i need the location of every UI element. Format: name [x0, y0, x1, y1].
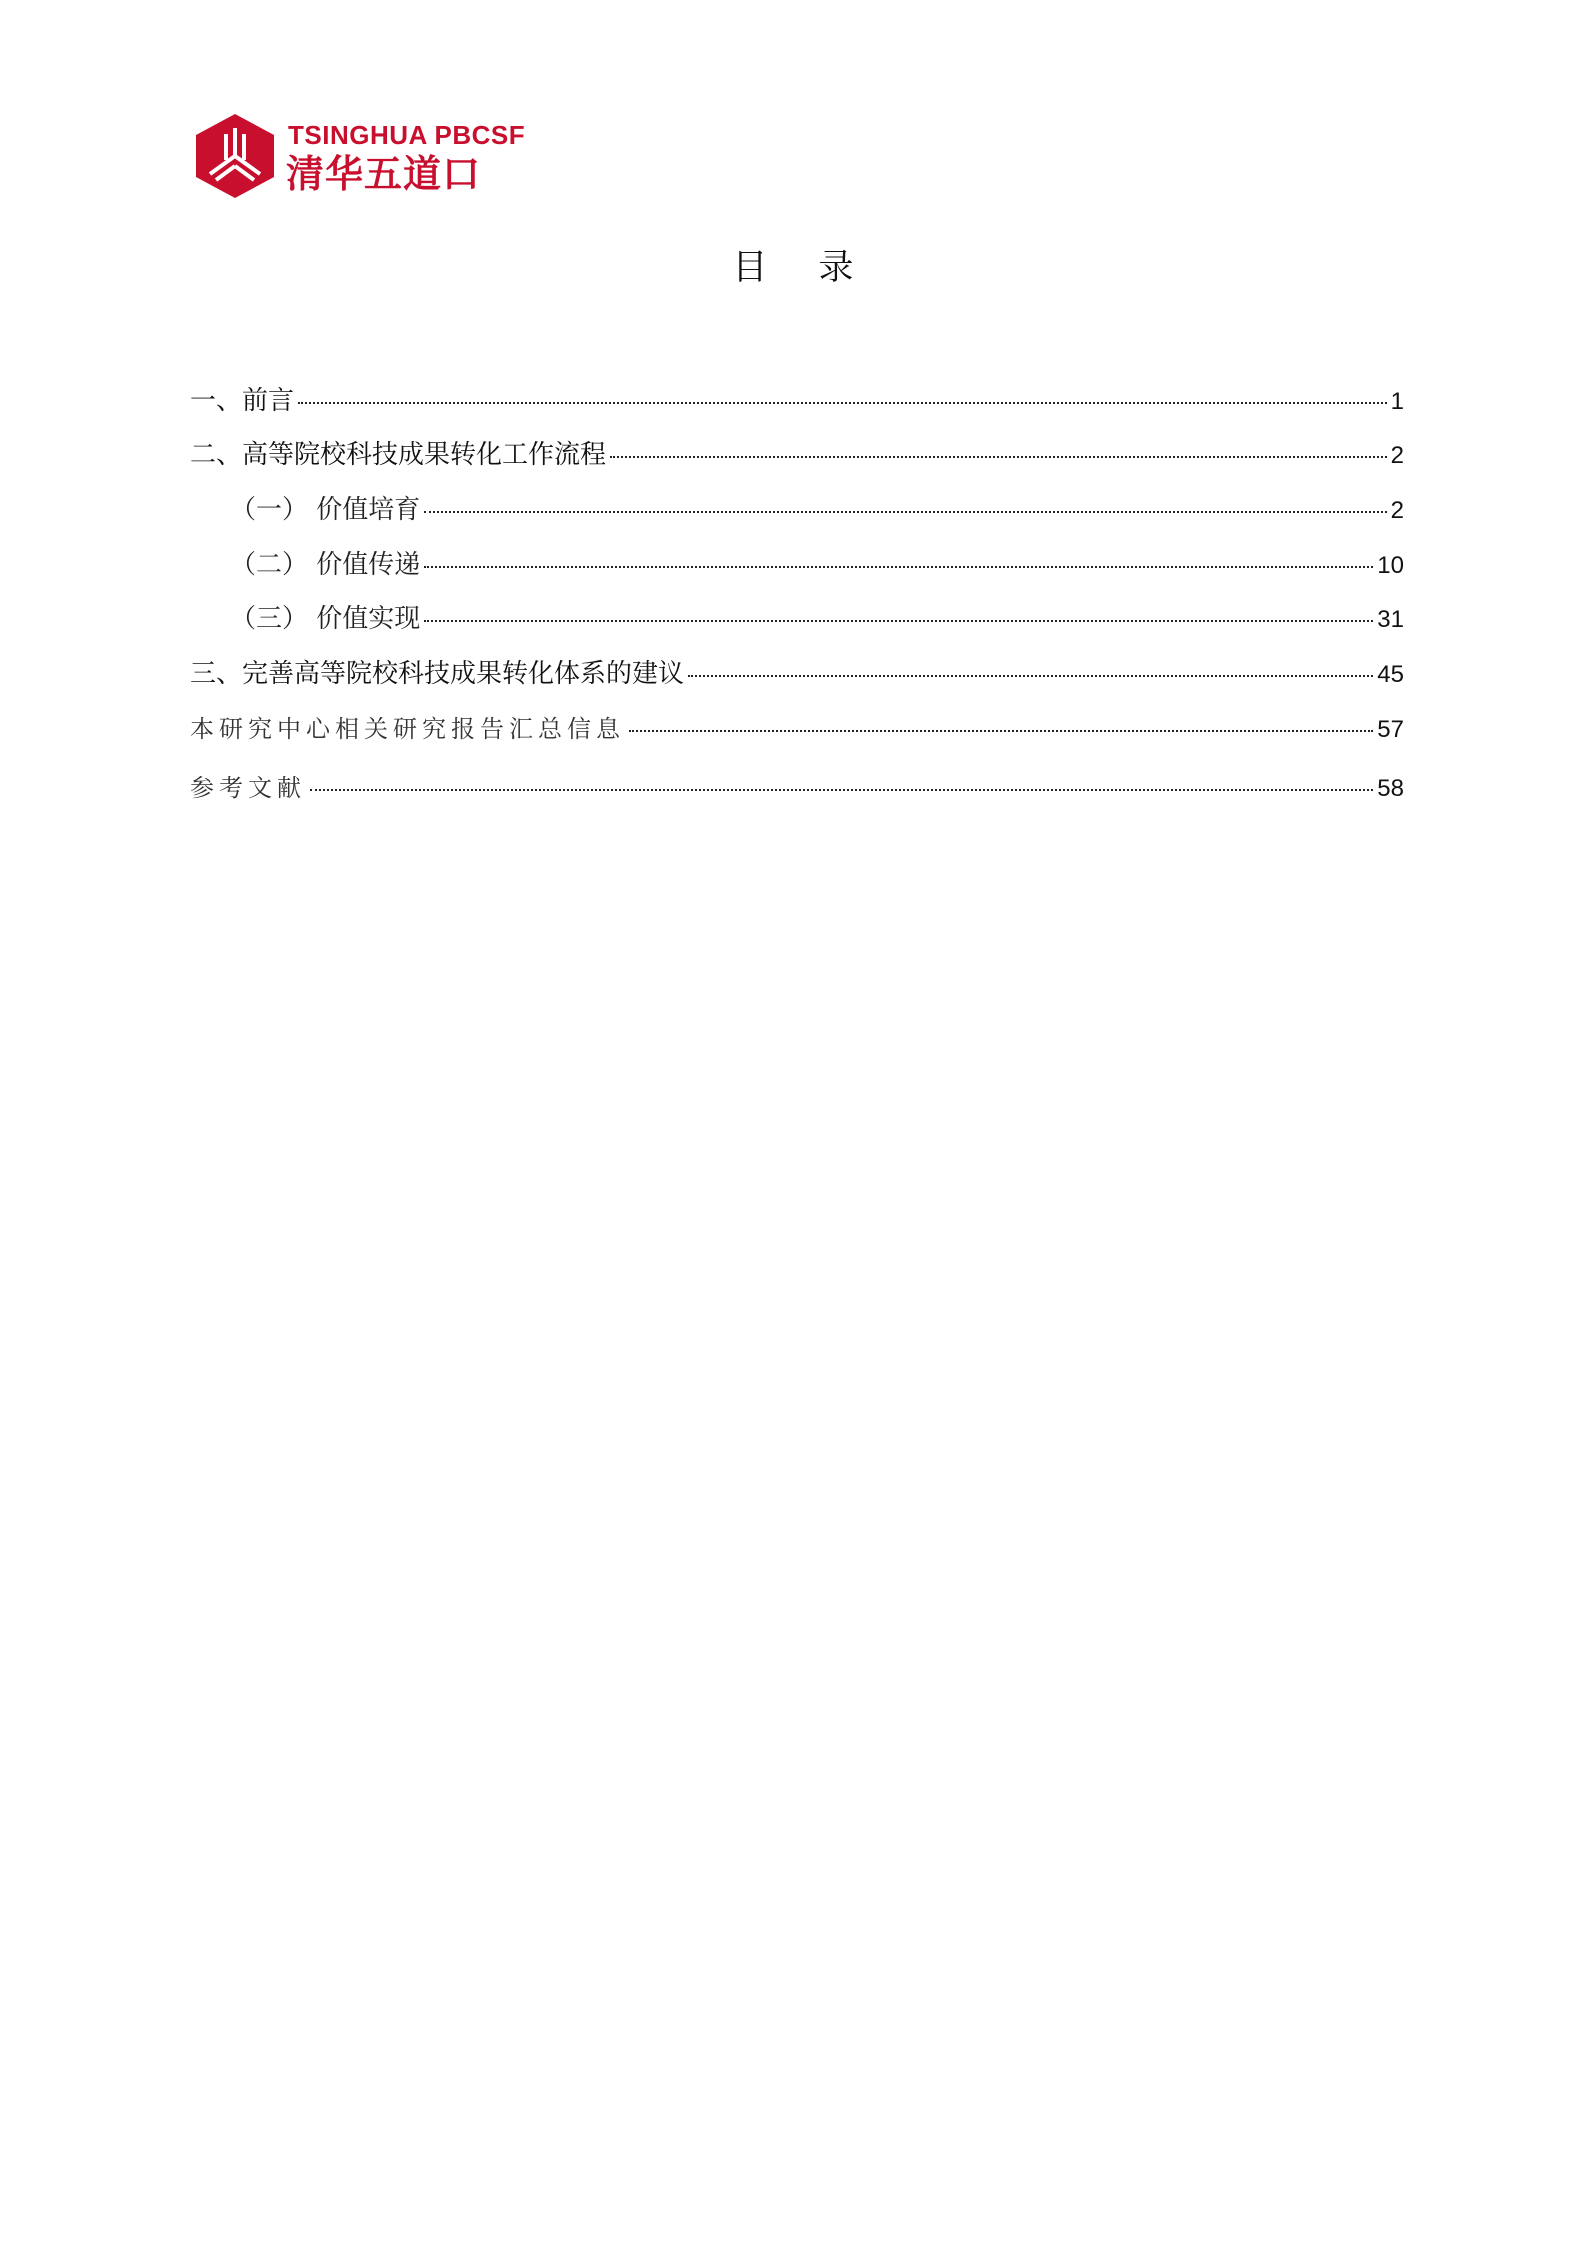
toc-leader-dots	[424, 511, 1386, 513]
toc-leader-dots	[310, 789, 1373, 791]
toc-entry-label: 三、完善高等院校科技成果转化体系的建议	[190, 659, 685, 689]
toc-entry-value-cultivation[interactable]	[230, 489, 1404, 525]
toc-page-number: 2	[1390, 442, 1404, 469]
toc-leader-dots	[298, 402, 1387, 404]
toc-leader-dots	[610, 456, 1387, 458]
toc-leader-dots	[688, 675, 1373, 677]
toc-entry-label: （二） 价值传递	[230, 550, 421, 580]
toc-entry-report-summary[interactable]	[190, 709, 1404, 745]
toc-entry-workflow[interactable]	[190, 434, 1404, 470]
toc-entry-label: 二、高等院校科技成果转化工作流程	[190, 440, 607, 470]
toc-entry-value-realization[interactable]	[230, 598, 1404, 634]
toc-page-number: 45	[1377, 661, 1404, 688]
toc-leader-dots	[424, 620, 1373, 622]
table-of-contents	[190, 0, 1404, 2244]
toc-entry-label: 一、前言	[190, 386, 295, 416]
toc-entry-suggestions[interactable]	[190, 653, 1404, 689]
logo-english-text: TSINGHUA PBCSF	[288, 120, 526, 150]
toc-page-number: 57	[1377, 716, 1404, 743]
page-title: 目 录	[732, 248, 874, 288]
toc-entry-label: （三） 价值实现	[230, 604, 421, 634]
toc-leader-dots	[629, 730, 1373, 732]
toc-leader-dots	[424, 566, 1373, 568]
toc-page-number: 31	[1377, 606, 1404, 633]
toc-entry-preface[interactable]	[190, 380, 1404, 416]
toc-page-number: 58	[1377, 775, 1404, 802]
toc-page-number: 2	[1390, 497, 1404, 524]
toc-entry-label: 参考文献	[190, 774, 306, 802]
toc-entry-references[interactable]	[190, 768, 1404, 804]
toc-page-number: 1	[1390, 388, 1404, 415]
toc-entry-label: 本研究中心相关研究报告汇总信息	[190, 715, 625, 743]
toc-entry-label: （一） 价值培育	[230, 495, 421, 525]
toc-entry-value-transfer[interactable]	[230, 544, 1404, 580]
toc-page-number: 10	[1377, 552, 1404, 579]
logo-chinese-text: 清华五道口	[286, 152, 482, 196]
